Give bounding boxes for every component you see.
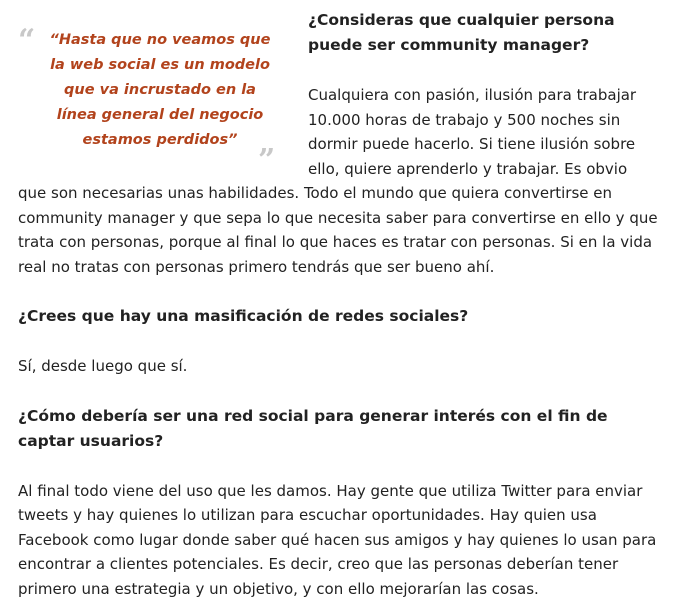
interview-article [18,6,658,601]
answer-paragraph: Sí, desde luego que sí. [18,357,188,375]
question-heading: ¿Cómo debería ser una red social para generar interés con el fin de captar usuarios? [18,406,608,450]
answer-paragraph: Al final todo viene del uso que les damos. Hay gente que utiliza Twitter para enviar tweets y hay quienes lo utilizan para escuchar oportunidades. Hay quien usa Facebook como lugar donde saber qué hacen sus amigos y hay quienes lo usan para encontrar a clientes potenciales. Es decir, creo que las personas deberían tener primero una estrategia y un objetivo, y con ello mejorarían las cosas. [18,481,657,598]
question-heading: ¿Consideras que cualquier persona puede ser community manager? [308,11,615,54]
close-quote-icon: ” [258,143,276,178]
open-quote-icon: “ [18,23,36,58]
question-heading: ¿Crees que hay una masificación de redes sociales? [18,307,469,325]
pullquote-text: “Hasta que no veamos que la web social es un modelo que va incrustado en la línea general del negocio estamos perdidos” [49,32,271,148]
answer-paragraph: Cualquiera con pasión, ilusión para trabajar 10.000 horas de trabajo y 500 noches sin dormir puede hacerlo. Si tiene ilusión sobre ello, quiere aprenderlo y trabajar. Es obvio que son necesarias unas habilidades. Todo el mundo que quiera convertirse en community manager y que sepa lo que necesita saber para convertirse en ello y que trata con personas, porque al final lo que haces es tratar con personas. Si en la vida real no tratas con personas primero tendrás que ser bueno ahí. [18,86,658,276]
pullquote [18,6,292,178]
